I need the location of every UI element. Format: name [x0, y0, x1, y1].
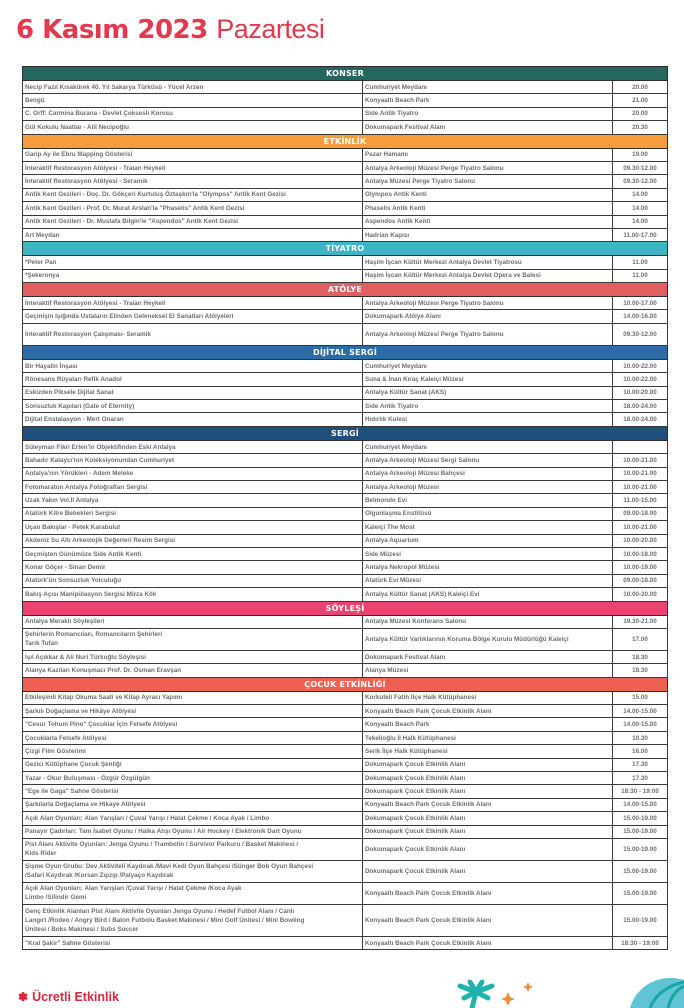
event-time: 10.00-21.00 [613, 480, 668, 493]
section-header [23, 426, 668, 440]
event-name: Atatürk Kitre Bebekleri Sergisi [23, 507, 363, 520]
event-name: Dijital Enstalasyon - Mert Onaran [23, 413, 363, 426]
event-name: C. Orff: Carmina Burana - Devlet Çoksesli Korosu [23, 107, 363, 120]
event-venue: Dokumapark Çocuk Etkinlik Alanı [363, 825, 613, 838]
event-venue: Pazar Hamamı [363, 148, 613, 161]
event-time [613, 440, 668, 453]
event-venue: Konyaaltı Beach Park Çocuk Etkinlik Alanı [363, 705, 613, 718]
event-time: 11.00 [613, 269, 668, 282]
event-time: 09.30-12.00 [613, 161, 668, 174]
event-row [23, 691, 668, 704]
event-time: 11.00 [613, 256, 668, 269]
event-venue: Antalya Arkeoloji Müzesi Perge Tiyatro Salonu [363, 297, 613, 310]
event-name: Rönesans Rüyaları Refik Anadol [23, 373, 363, 386]
event-venue: Dokumapark Çocuk Etkinlik Alanı [363, 812, 613, 825]
event-time: 10.00-21.00 [613, 521, 668, 534]
event-time: 20.00 [613, 81, 668, 94]
event-time: 21.00 [613, 94, 668, 107]
event-venue: Antalya Müzesi Konferans Salonu [363, 615, 613, 628]
event-time: 18.00-24.00 [613, 400, 668, 413]
event-time: 14.00-16.00 [613, 310, 668, 323]
event-venue: Antalya Aquarium [363, 534, 613, 547]
section-header [23, 601, 668, 615]
event-row [23, 812, 668, 825]
event-venue: Olgunlaşma Enstitüsü [363, 507, 613, 520]
decoration [430, 978, 684, 1008]
event-venue: Olympos Antik Kenti [363, 188, 613, 201]
event-time: 20.30 [613, 121, 668, 134]
event-name: *Şekeronya [23, 269, 363, 282]
event-row [23, 758, 668, 771]
page-title-weekday: Pazartesi [216, 14, 325, 44]
event-row [23, 534, 668, 547]
section-title: KONSER [23, 67, 668, 81]
event-name: Bengü [23, 94, 363, 107]
event-time: 18.30 [613, 664, 668, 677]
event-time: 10.00-22.00 [613, 359, 668, 372]
event-row [23, 454, 668, 467]
event-time: 11.00-17.00 [613, 228, 668, 241]
event-name: Fotomaraton Antalya Fotoğrafları Sergisi [23, 480, 363, 493]
event-name: Geçmişten Günümüze Side Antik Kenti [23, 547, 363, 560]
event-name: Çocuklarla Felsefe Atölyesi [23, 731, 363, 744]
sparkle-icon [501, 982, 533, 1006]
event-name: Uzak Yakın Vol.II Antalya [23, 494, 363, 507]
event-row [23, 547, 668, 560]
event-row [23, 745, 668, 758]
event-name: İnteraktif Restorasyon Atölyesi - Seramik [23, 175, 363, 188]
page-title [16, 12, 324, 47]
event-time: 10.00-22.00 [613, 373, 668, 386]
event-venue: Cumhuriyet Meydanı [363, 440, 613, 453]
section-title: SERGİ [23, 426, 668, 440]
event-time: 14.00-15.00 [613, 798, 668, 811]
event-time: 10.00-20.00 [613, 386, 668, 399]
schedule-table [22, 66, 668, 950]
event-row [23, 323, 668, 345]
event-time: 20.00 [613, 107, 668, 120]
event-row [23, 936, 668, 949]
section-header [23, 283, 668, 297]
page-title-date: 6 Kasım 2023 [16, 15, 208, 45]
legend-paid-event [18, 990, 119, 1004]
event-venue: Belmondo Evi [363, 494, 613, 507]
event-name: Uçan Bakışlar - Petek Karabulut [23, 521, 363, 534]
event-name: Antik Kent Gezileri - Dr. Mustafa Bilgin'le "Aspendos" Antik Kent Gezisi [23, 215, 363, 228]
event-venue: Antalya Arkeoloji Müzesi Perge Tiyatro Salonu [363, 323, 613, 345]
event-venue: Dokumapark Festival Alanı [363, 650, 613, 663]
event-time: 09.00-18.00 [613, 574, 668, 587]
event-venue: Antalya Arkeoloji Müzesi Bahçesi [363, 467, 613, 480]
event-time: 16.00 [613, 745, 668, 758]
event-row [23, 860, 668, 882]
event-venue: Konyaaltı Beach Park Çocuk Etkinlik Alanı [363, 904, 613, 936]
event-row [23, 202, 668, 215]
section-title: TİYATRO [23, 242, 668, 256]
event-time: 09.30-12.00 [613, 323, 668, 345]
event-venue: Suna & İnan Kıraç Kaleiçi Müzesi [363, 373, 613, 386]
event-time: 18.30 [613, 650, 668, 663]
event-venue: Dokumapark Atölye Alanı [363, 310, 613, 323]
event-venue: Atatürk Evi Müzesi [363, 574, 613, 587]
event-venue: Antalya Nekropol Müzesi [363, 561, 613, 574]
event-name: Garip Ay ile Ebru Mapping Gösterisi [23, 148, 363, 161]
event-row [23, 561, 668, 574]
event-venue: Haşim İşcan Kültür Merkezi Antalya Devlet Opera ve Balesi [363, 269, 613, 282]
event-name: Gezici Kütüphane Çocuk Şenliği [23, 758, 363, 771]
event-time: 15.00-19.00 [613, 838, 668, 860]
event-venue: Dokumapark Çocuk Etkinlik Alanı [363, 772, 613, 785]
event-row [23, 81, 668, 94]
event-name: Şarkılarla Doğaçlama ve Hikaye Atölyesi [23, 798, 363, 811]
event-row [23, 904, 668, 936]
event-venue: Cumhuriyet Meydanı [363, 359, 613, 372]
event-row [23, 359, 668, 372]
event-time: 18:30 - 19:00 [613, 785, 668, 798]
event-time: 14.00-15.00 [613, 718, 668, 731]
flower-icon: ✽ [18, 990, 29, 1004]
event-time: 15.00-19.00 [613, 904, 668, 936]
event-row [23, 148, 668, 161]
event-time: 14.00 [613, 202, 668, 215]
event-venue: Aspendos Antik Kenti [363, 215, 613, 228]
event-name: Bahadır Kalaycı'nın Koleksiyonundan Cumhuriyet [23, 454, 363, 467]
event-name: Bir Hayalin İnşası [23, 359, 363, 372]
event-time: 15.00-19.00 [613, 860, 668, 882]
event-row [23, 615, 668, 628]
event-name: Gül Kokulu Naatlar - Alil Necipoğlu [23, 121, 363, 134]
section-title: ETKİNLİK [23, 134, 668, 148]
event-row [23, 94, 668, 107]
event-time: 14.00 [613, 215, 668, 228]
event-row [23, 297, 668, 310]
event-time: 18.00-24.00 [613, 413, 668, 426]
event-row [23, 825, 668, 838]
schedule-body [23, 67, 668, 950]
event-row [23, 882, 668, 904]
event-time: 14.00-15.00 [613, 705, 668, 718]
event-row [23, 664, 668, 677]
event-row [23, 588, 668, 601]
event-row [23, 256, 668, 269]
event-time: 15.00 [613, 691, 668, 704]
event-venue: Antalya Müzesi Perge Tiyatro Salonu [363, 175, 613, 188]
event-venue: Antalya Kültür Sanat (AKS) Kaleiçi Evi [363, 588, 613, 601]
event-row [23, 838, 668, 860]
legend-label: Ücretli Etkinlik [32, 990, 119, 1004]
event-time: 10.00-19.00 [613, 561, 668, 574]
event-row [23, 507, 668, 520]
event-time: 10.00-21.00 [613, 454, 668, 467]
event-name: *Peter Pan [23, 256, 363, 269]
event-venue: Haşim İşcan Kültür Merkezi Antalya Devlet Tiyatrosu [363, 256, 613, 269]
event-time: 10.30 [613, 731, 668, 744]
event-venue: Dokumapark Festival Alanı [363, 121, 613, 134]
event-time: 11.00-15.00 [613, 494, 668, 507]
event-row [23, 188, 668, 201]
event-venue: Side Antik Tiyatro [363, 107, 613, 120]
event-name: Panayır Çadırları: Tam İsabet Oyunu / Halka Atışı Oyunu / Air Hockey / Elektronik Dart Oyunu [23, 825, 363, 838]
event-name: Yazar - Okur Buluşması - Özgür Özgülgün [23, 772, 363, 785]
event-time: 15.00-19.00 [613, 812, 668, 825]
event-time: 10.00-20.00 [613, 534, 668, 547]
event-venue: Dokumapark Çocuk Etkinlik Alanı [363, 758, 613, 771]
event-name: Eskizden Piksele Dijital Sanat [23, 386, 363, 399]
event-row [23, 121, 668, 134]
section-title: DİJİTAL SERGİ [23, 345, 668, 359]
event-row [23, 215, 668, 228]
event-name: "Kral Şakir" Sahne Gösterisi [23, 936, 363, 949]
event-name: Etkileşimli Kitap Okuma Saati ve Kitap Ayracı Yapımı [23, 691, 363, 704]
event-row [23, 467, 668, 480]
event-name: Şarkılı Doğaçlama ve Hikâye Atölyesi [23, 705, 363, 718]
event-venue: Serik İlçe Halk Kütüphanesi [363, 745, 613, 758]
event-time: 15.00-19.00 [613, 882, 668, 904]
event-venue: Phaselis Antik Kenti [363, 202, 613, 215]
event-row [23, 705, 668, 718]
event-venue: Kaleiçi The Most [363, 521, 613, 534]
event-row [23, 400, 668, 413]
section-title: ÇOCUK ETKİNLİĞİ [23, 677, 668, 691]
event-row [23, 628, 668, 650]
event-venue: Dokumapark Çocuk Etkinlik Alanı [363, 785, 613, 798]
event-venue: Konyaaltı Beach Park Çocuk Etkinlik Alanı [363, 798, 613, 811]
event-row [23, 269, 668, 282]
event-name: Süleyman Fikri Erten'in Objektifinden Eski Antalya [23, 440, 363, 453]
event-venue: Konyaaltı Beach Park Çocuk Etkinlik Alanı [363, 882, 613, 904]
event-name: Şişme Oyun Grubu: Dev Aktiviteli Kaydırak /Mavi Kedi Oyun Bahçesi /Sünger Bob Oyun Bahçesi /Safari Kaydırak /Korsan Zıpzıp /Palyaço Kaydırak [23, 860, 363, 882]
event-venue: Hıdırlık Kulesi [363, 413, 613, 426]
event-name: Art Meydan [23, 228, 363, 241]
event-name: Atatürk'ün Sonsuzluk Yolculuğu [23, 574, 363, 587]
event-row [23, 373, 668, 386]
event-row [23, 175, 668, 188]
event-name: Necip Fazıl Kısakürek 40. Yıl Sakarya Türküsü - Yücel Arzen [23, 81, 363, 94]
event-time: 14.00 [613, 188, 668, 201]
event-name: Genç Etkinlik Alanları Pist Alanı Aktivite Oyunları Jenga Oyunu / Hedef Futbol Alanı / Canlı Langırt /Rodeo / Angry Bird / Balon Futbolu Basket Makinesi / Mini Golf Ünitesi / Mini Bowling Ünitesi / Boks Makinesi / Subs Soccer [23, 904, 363, 936]
event-row [23, 574, 668, 587]
event-name: Çizgi Film Gösterimi [23, 745, 363, 758]
section-header [23, 67, 668, 81]
event-venue: Cumhuriyet Meydanı [363, 81, 613, 94]
event-name: Şehirlerin Romancıları, Romancıların Şehirleri Tarık Tufan [23, 628, 363, 650]
event-venue: Konyaaltı Beach Park [363, 94, 613, 107]
event-time: 18:30 - 19:00 [613, 936, 668, 949]
event-name: Alanya Kazıları Konuşmacı Prof. Dr. Osman Eravşan [23, 664, 363, 677]
event-row [23, 413, 668, 426]
event-venue: Korkuteli Fatih İlçe Halk Kütüphanesi [363, 691, 613, 704]
event-venue: Dokumapark Çocuk Etkinlik Alanı [363, 838, 613, 860]
event-time: 19.00 [613, 148, 668, 161]
event-name: Sonsuzluk Kapıları (Gate of Eternity) [23, 400, 363, 413]
event-time: 10.00-17.00 [613, 297, 668, 310]
event-time: 10.00-21.00 [613, 467, 668, 480]
event-row [23, 521, 668, 534]
event-time: 17.30 [613, 772, 668, 785]
event-name: Geçmişin Işığında Ustaların Elinden Geleneksel El Sanatları Atölyeleri [23, 310, 363, 323]
event-name: Açık Alan Oyunları: Alan Yarışları / Çuval Yarışı / Halat Çekme / Koca Ayak / Limbo [23, 812, 363, 825]
event-row [23, 107, 668, 120]
event-time: 09.00-18.00 [613, 507, 668, 520]
event-row [23, 785, 668, 798]
event-time: 17.00 [613, 628, 668, 650]
event-name: Antik Kent Gezileri - Doç. Dr. Gökçeri Kurtuluş Öztaşkın'la "Olympos" Antik Kent Gezisi [23, 188, 363, 201]
event-venue: Dokumapark Çocuk Etkinlik Alanı [363, 860, 613, 882]
event-venue: Antalya Arkeoloji Müzesi [363, 480, 613, 493]
event-name: Pist Alanı Aktivite Oyunları: Jenga Oyunu / Trambolin / Survivor Parkuru / Basket Makinesi / Kids Rider [23, 838, 363, 860]
event-time: 19.30-21.00 [613, 615, 668, 628]
event-venue: Antalya Arkeoloji Müzesi Sergi Salonu [363, 454, 613, 467]
event-name: Açık Alan Oyunları: Alan Yarışları /Çuval Yarışı / Halat Çekme /Koca Ayak Limbo /Silindir Gemi [23, 882, 363, 904]
event-name: Antalya'nın Yörükleri - Adem Meleke [23, 467, 363, 480]
event-name: Antik Kent Gezileri - Prof. Dr. Murat Arslan'la "Phaselis" Antik Kent Gezisi [23, 202, 363, 215]
event-row [23, 798, 668, 811]
event-venue: Antalya Kültür Varlıklarının Koruma Bölge Kurulu Müdürlüğü Kaleiçi [363, 628, 613, 650]
event-name: İnteraktif Restorasyon Atölyesi - Traian Heykeli [23, 297, 363, 310]
event-time: 10.00-20.00 [613, 588, 668, 601]
section-header [23, 345, 668, 359]
event-venue: Antalya Arkeoloji Müzesi Perge Tiyatro Salonu [363, 161, 613, 174]
section-title: SÖYLEŞİ [23, 601, 668, 615]
event-row [23, 161, 668, 174]
event-venue: Alanya Müzesi [363, 664, 613, 677]
section-header [23, 242, 668, 256]
event-name: Işıl Açıkkar & Ali Nuri Türkoğlu Söyleşisi [23, 650, 363, 663]
event-name: "Ege ile Gaga" Sahne Gösterisi [23, 785, 363, 798]
event-name: Akdeniz Su Altı Arkeolojik Değerleri Resim Sergisi [23, 534, 363, 547]
section-title: ATÖLYE [23, 283, 668, 297]
event-row [23, 386, 668, 399]
palm-tree-icon [460, 982, 492, 1008]
event-name: Bakış Açısı Manipülasyon Sergisi Mirza Kök [23, 588, 363, 601]
event-venue: Side Müzesi [363, 547, 613, 560]
event-name: Konar Göçer - Sinan Demir [23, 561, 363, 574]
event-time: 10.00-18.00 [613, 547, 668, 560]
event-venue: Hadrian Kapısı [363, 228, 613, 241]
event-venue: Antalya Kültür Sanat (AKS) [363, 386, 613, 399]
event-venue: Tekelioğlu İl Halk Kütüphanesi [363, 731, 613, 744]
beach-umbrella-icon [630, 978, 684, 1008]
event-row [23, 718, 668, 731]
event-row [23, 440, 668, 453]
event-venue: Side Antik Tiyatro [363, 400, 613, 413]
event-name: İnteraktif Restorasyon Atölyesi - Traian Heykeli [23, 161, 363, 174]
event-time: 15.00-19.00 [613, 825, 668, 838]
event-time: 09.30-12.00 [613, 175, 668, 188]
event-row [23, 731, 668, 744]
event-name: İnteraktif Restorasyon Çalışması- Seramik [23, 323, 363, 345]
event-venue: Konyaaltı Beach Park [363, 718, 613, 731]
event-row [23, 310, 668, 323]
event-row [23, 772, 668, 785]
event-venue: Konyaaltı Beach Park Çocuk Etkinlik Alanı [363, 936, 613, 949]
event-name: "Cesur Tohum Pino" Çocuklar İçin Felsefe Atölyesi [23, 718, 363, 731]
event-row [23, 494, 668, 507]
event-row [23, 480, 668, 493]
event-time: 17.30 [613, 758, 668, 771]
event-row [23, 228, 668, 241]
event-name: Antalya Meraklı Söyleşileri [23, 615, 363, 628]
event-row [23, 650, 668, 663]
section-header [23, 677, 668, 691]
section-header [23, 134, 668, 148]
